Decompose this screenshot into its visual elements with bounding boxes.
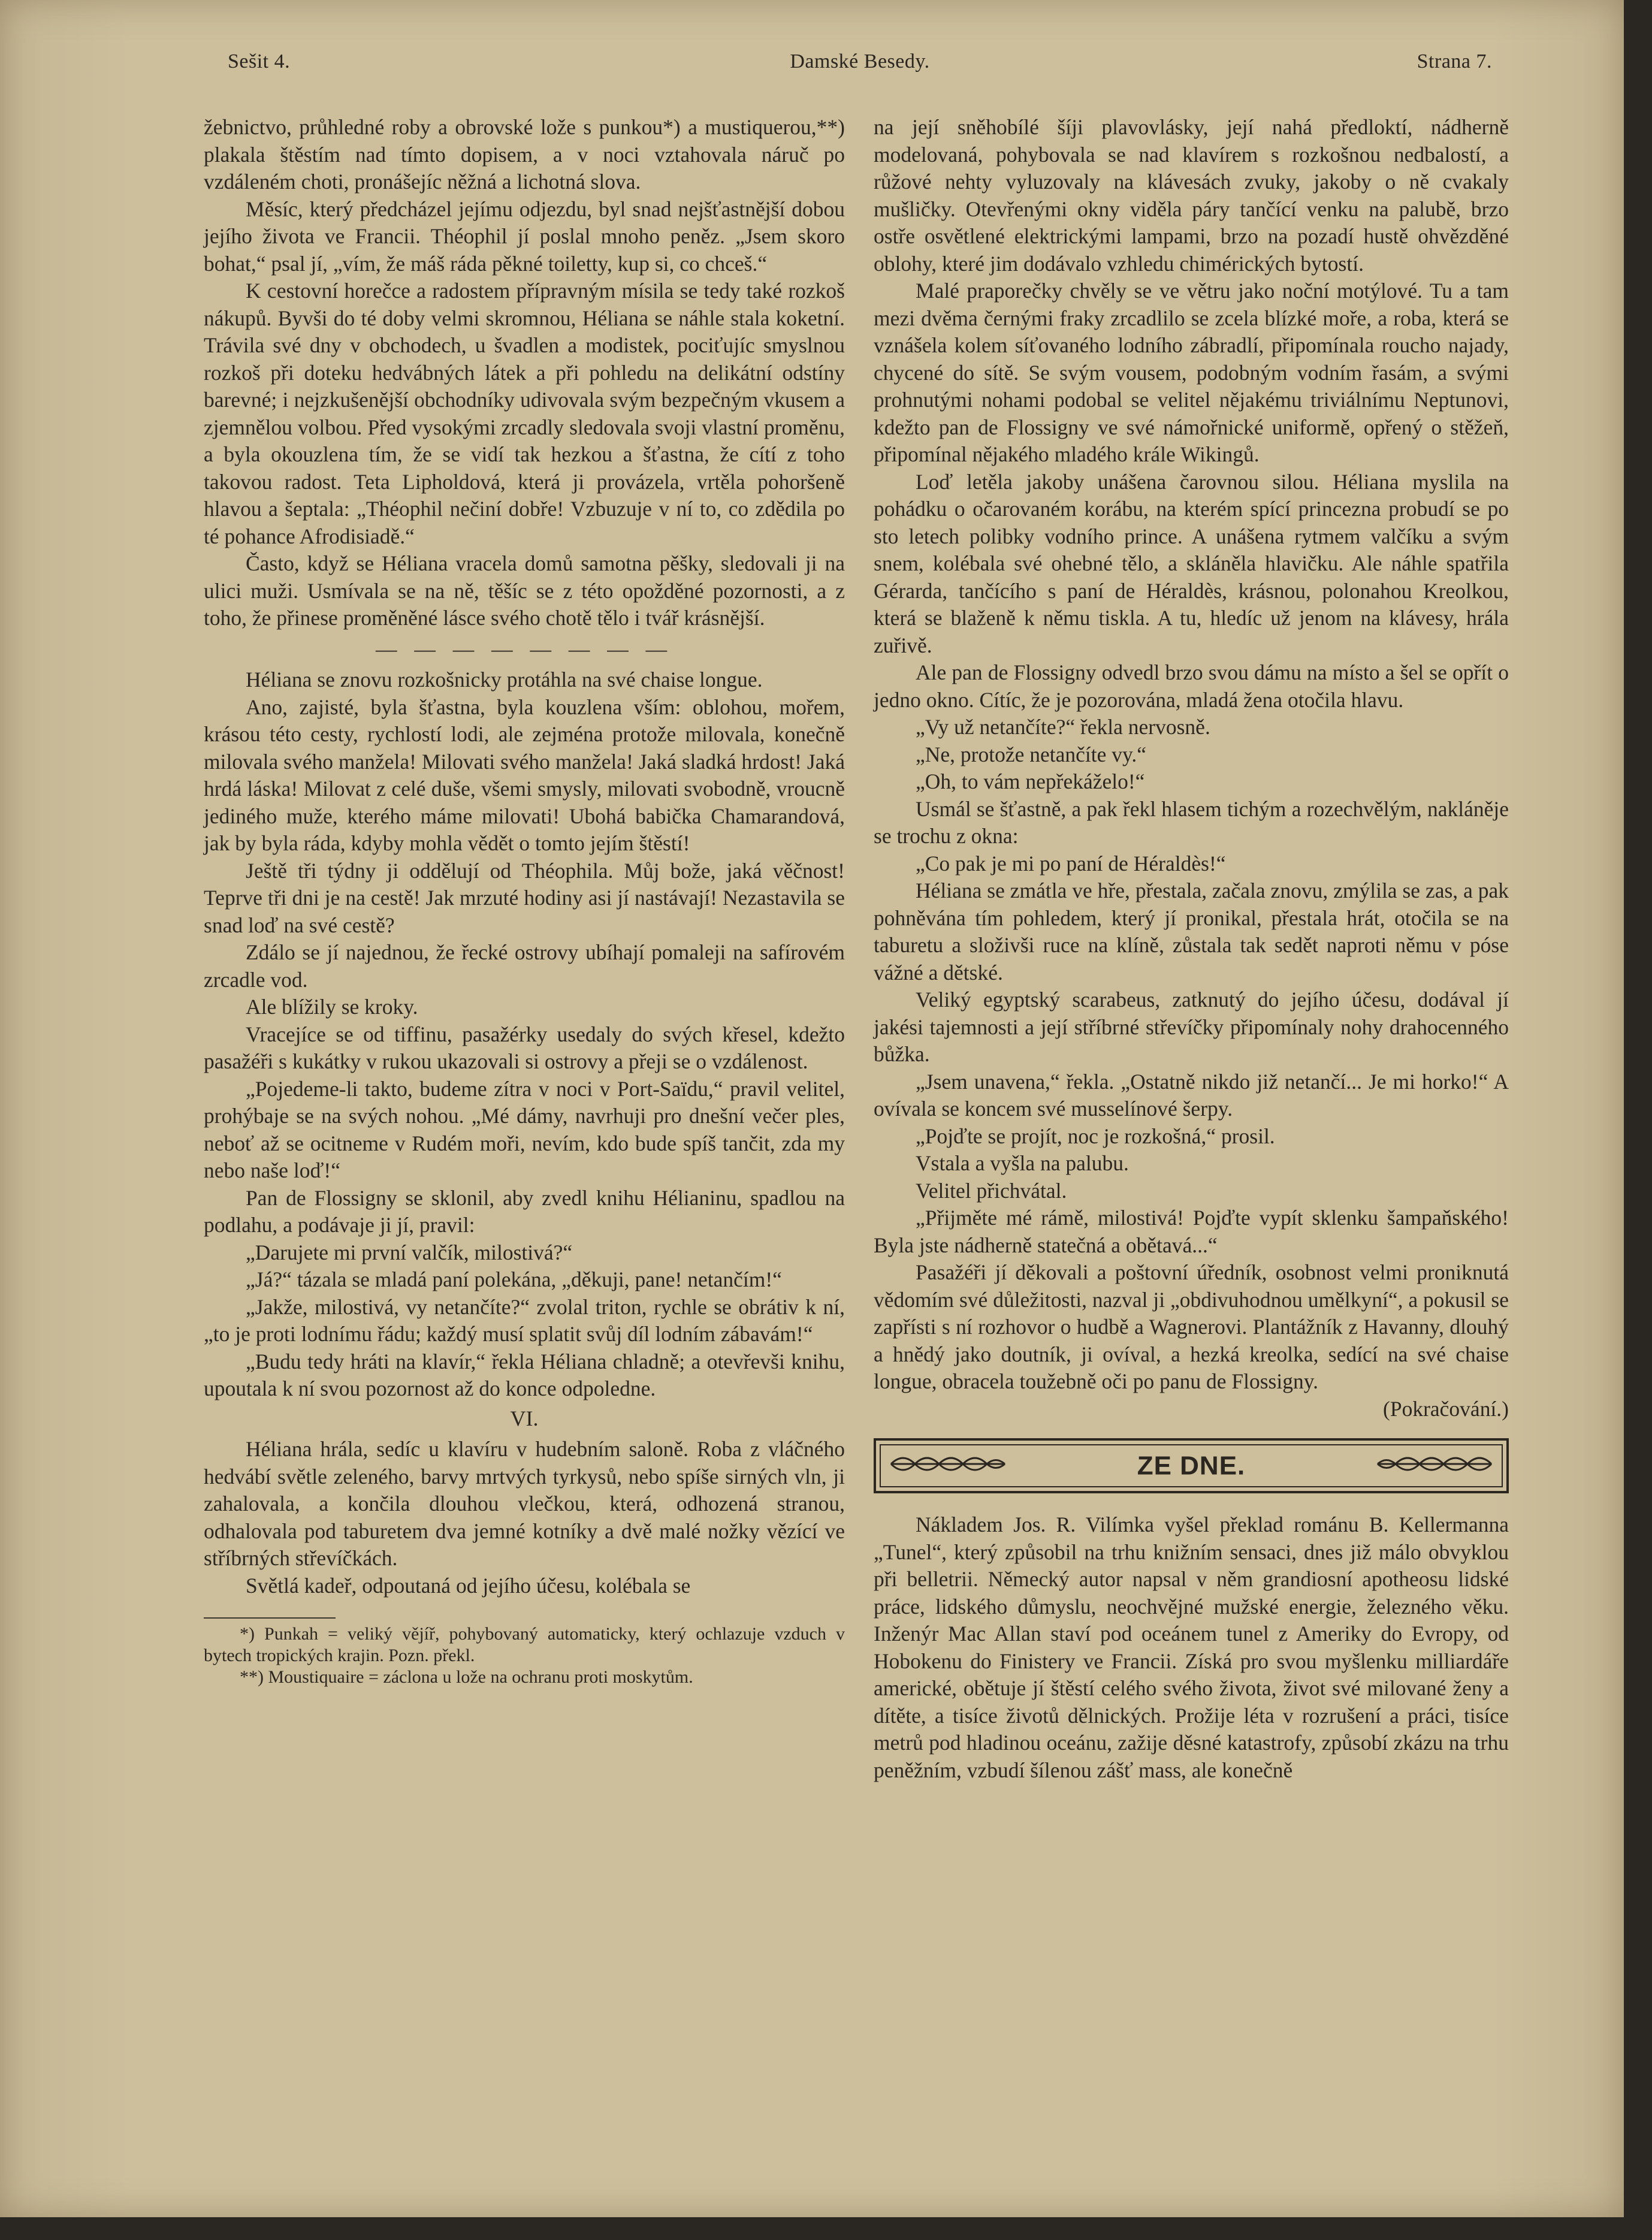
paragraph: „Vy už netančíte?“ řekla nervosně. [916,715,1210,739]
paragraph: „Já?“ tázala se mladá paní polekána, „děkuji, pane! netančím!“ [246,1267,782,1291]
paragraph: Héliana se znovu rozkošnicky protáhla na své chaise longue. [246,668,763,692]
ornament-left-icon [888,1449,1008,1479]
paragraph: Často, když se Héliana vracela domů samotna pěšky, sledovali ji na ulici muži. Usmívala se na ně, těšíc se z této opožděné pozornosti, a z toho, že přinese proměněné lásce svého chotě tělo i tvář krásnější. [204,551,845,630]
paragraph: Malé praporečky chvěly se ve větru jako noční motýlové. Tu a tam mezi dvěma černými fraky zrcadlilo se zcela blízké moře, a roba, která se vznášela kolem síťovaného lodního zábradlí, připomínala roucho najady, chycené do sítě. Se svým vousem, podobným vodním řasám, a svými prohnutými nohami podobal se velitel nějakému triviálnímu Neptunovi, kdežto pan de Flossigny ve své námořnické uniformě, opřený o stěžeň, připomínal nějakého mladého krále Wikingů. [874,279,1509,466]
paragraph: Usmál se šťastně, a pak řekl hlasem tichým a rozechvělým, nakláněje se trochu z okna: [874,796,1509,848]
paragraph: Loď letěla jakoby unášena čarovnou silou. Héliana myslila na pohádku o očarovaném korábu, na kterém spící princezna probudí se po sto letech polibky vodního prince. A unášena rytmem valčíku a svým snem, kolébala své ohebné tělo, a skláněla hlavičku. Ale náhle spatřila Gérarda, tančícího s paní de Héraldès, krásnou, polonahou Kreolkou, která se blaženě k němu tiskla. A tu, hledíc už jenom na klávesy, hrála zuřivě. [874,469,1509,657]
section-banner [874,1438,1509,1493]
footnote: **) Moustiquaire = záclona u lože na ochranu proti moskytům. [240,1667,693,1687]
ornament-right-icon [1375,1449,1494,1479]
paragraph: Nákladem Jos. R. Vilímka vyšel překlad románu B. Kellermanna „Tunel“, který způsobil na trhu knižním sensaci, dnes již málo obvyklou při belletrii. Německý autor napsal v něm grandiosní apotheosu lidské práce, lidského důmyslu, neochvějné mužské energie, železného věku. Inženýr Mac Allan staví pod oceánem tunel z Ameriky do Evropy, od Hobokenu do Finistery ve Francii. Získá pro svou myšlenku milliardáře americké, obětuje jí štěstí celého svého života, život své milované ženy a dítěte, a tisíce životů dělnických. Prožije léta v rozrušení a práci, tisíce metrů pod hladinou oceánu, zažije děsné katastrofy, způsobí zkázu na trhu peněžním, vzbudí šílenou zášť mass, ale konečně [874,1513,1509,1782]
paragraph: Velitel přichvátal. [916,1178,1067,1203]
paragraph: Veliký egyptský scarabeus, zatknutý do jejího účesu, dodával jí jakési tajemnosti a její stříbrné střevíčky připomínaly nohy drahocenného bůžka. [874,988,1509,1066]
section-title: ZE DNE. [1137,1451,1246,1481]
section-separator: — — — — — — — — [375,636,674,661]
paragraph: žebnictvo, průhledné roby a obrovské lože s punkou*) a mustiquerou,**) plakala štěstím nad tímto dopisem, a v noci vztahovala náruč po vzdáleném choti, pronášejíc něžná a lichotná slova. [204,115,845,194]
publication-title: Damské Besedy. [790,50,930,73]
paragraph: Vracejíce se od tiffinu, pasažérky usedaly do svých křesel, kdežto pasažéři s kukátky v rukou ukazovali si ostrovy a přeji se o vzdálenost. [204,1022,845,1073]
paragraph: Světlá kadeř, odpoutaná od jejího účesu, kolébala se [246,1573,691,1598]
paragraph: „Oh, to vám nepřekáželo!“ [916,769,1145,793]
paragraph: Ale pan de Flossigny odvedl brzo svou dámu na místo a šel se opřít o jedno okno. Cítíc, že je pozorována, mladá žena otočila hlavu. [874,660,1509,712]
footnotes [204,1617,845,1688]
paragraph: Ano, zajisté, byla šťastna, byla kouzlena vším: oblohou, mořem, krásou této cesty, rychlostí lodi, ale zejména protože milovala, konečně milovala svého manžela! Milovati svého manžela! Jaká sladká hrdost! Jaká hrdá láska! Milovat z celé duše, všemi smysly, milovati svobodně, vroucně jediného muže, kterého máme milovati! Ubohá babička Chamarandová, jak by byla ráda, kdyby mohla vědět o tomto jejím štěstí! [204,695,845,855]
paragraph: Pan de Flossigny se sklonil, aby zvedl knihu Hélianinu, spadlou na podlahu, a podávaje ji jí, pravil: [204,1185,845,1237]
chapter-number: VI. [510,1406,539,1430]
paragraph: Ještě tři týdny ji oddělují od Théophila. Můj bože, jaká věčnost! Teprve tři dni je na cestě! Jak mrzuté hodiny asi jí nastávají! Nezastavila se snad loď na své cestě? [204,858,845,937]
paragraph: „Co pak je mi po paní de Héraldès!“ [916,851,1226,876]
paragraph: „Přijměte mé rámě, milostivá! Pojďte vypít sklenku šampaňského! Byla jste nádherně statečná a obětavá...“ [874,1206,1509,1257]
paragraph: „Ne, protože netančíte vy.“ [916,742,1147,766]
paragraph: Vstala a vyšla na palubu. [916,1151,1129,1175]
paragraph: na její sněhobílé šíji plavovlásky, její nahá předloktí, nádherně modelovaná, pohybovala se nad klavírem s rozkošnou nedbalostí, a růžové nehty vyluzovaly na klávesách zvuky, jakoby o ně cvakaly mušličky. Otevřenými okny viděla páry tančící venku na palubě, brzo ostře osvětlené elektrickými lampami, brzo na pozadí hustě ohvězděné oblohy, které jim dodávalo vzhledu chimérických bytostí. [874,115,1509,276]
issue-number: Sešit 4. [228,50,291,73]
paragraph: „Budu tedy hráti na klavír,“ řekla Héliana chladně; a otevřevši knihu, upoutala k ní svou pozornost až do konce odpoledne. [204,1349,845,1400]
footnote: *) Punkah = veliký vějíř, pohybovaný automaticky, který ochlazuje vzduch v bytech tropických krajin. Pozn. překl. [204,1624,845,1665]
right-column [874,114,1509,1784]
page-number: Strana 7. [1417,50,1492,73]
paragraph: Ale blížily se kroky. [246,995,418,1019]
paragraph: „Darujete mi první valčík, milostivá?“ [246,1240,573,1264]
paragraph: Měsíc, který předcházel jejímu odjezdu, byl snad nejšťastnější dobou jejího života ve Francii. Théophil jí poslal mnoho peněz. „Jsem skoro bohat,“ psal jí, „vím, že máš ráda pěkné toiletty, kup si, co chceš.“ [204,197,845,276]
paragraph: „Jsem unavena,“ řekla. „Ostatně nikdo již netančí... Je mi horko!“ A ovívala se koncem své musselínové šerpy. [874,1069,1509,1121]
footnote-rule [204,1617,336,1619]
paragraph: „Jakže, milostivá, vy netančíte?“ zvolal triton, rychle se obrátiv k ní, „to je proti lodnímu řádu; každý musí splatit svůj díl lodním zábavám!“ [204,1294,845,1346]
paragraph: „Pojďte se projít, noc je rozkošná,“ prosil. [916,1124,1275,1148]
to-be-continued: (Pokračování.) [1383,1396,1509,1421]
paragraph: Pasažéři jí děkovali a poštovní úředník, osobnost velmi proniknutá vědomím své důležitosti, nazval ji „obdivuhodnou umělkyní“, a pokusil se zapřísti s ní rozhovor o hudbě a Wagnerovi. Plantážník z Havanny, dlouhý a hnědý jako doutník, ji ovíval, a hezká kreolka, sedící na své chaise longue, obracela toužebně oči po panu de Flossigny. [874,1260,1509,1393]
left-column [204,114,845,1688]
paragraph: Zdálo se jí najednou, že řecké ostrovy ubíhají pomaleji na safírovém zrcadle vod. [204,940,845,992]
page-header [228,50,1492,86]
paragraph: Héliana hrála, sedíc u klavíru v hudebním saloně. Roba z vláčného hedvábí světle zeleného, barvy mrtvých tyrkysů, nebo spíše sirných vln, ji zahalovala, a končila dlouhou vlečkou, která, odhozená stranou, odhalovala pod taburetem dva jemné kotníky a dvě malé nožky vězící ve stříbrných střevíčkách. [204,1437,845,1570]
paragraph: K cestovní horečce a radostem přípravným mísila se tedy také rozkoš nákupů. Byvši do té doby velmi skromnou, Héliana se náhle stala koketní. Trávila své dny v obchodech, u švadlen a modistek, pociťujíc smyslnou rozkoš při doteku hedvábných látek a při pohledu na delikátní odstíny barevné; i nejzkušenější obchodníky udivovala svým bezpečným vkusem a zjemnělou volbou. Před vysokými zrcadly sledovala svoji vlastní proměnu, a byla okouzlena tím, že se vidí tak hezkou a šťastna, že cítí z toho takovou radost. Teta Lipholdová, která ji provázela, vrtěla pohoršeně hlavou a šeptala: „Théophil nečiní dobře! Vzbuzuje v ní to, co zdědila po té pohance Afrodisiadě.“ [204,279,845,548]
paragraph: „Pojedeme-li takto, budeme zítra v noci v Port-Saïdu,“ pravil velitel, prohýbaje se na svých nohou. „Mé dámy, navrhuji pro dnešní večer ples, neboť až se ocitneme v Rudém moři, nevím, kdo bude spíš tančit, zda my nebo naše loď!“ [204,1076,845,1182]
paragraph: Héliana se zmátla ve hře, přestala, začala znovu, zmýlila se zas, a pak pohněvána tím pohledem, který jí pronikal, přestala hrát, otočila se na taburetu a složivši ruce na klíně, zůstala tak sedět naproti němu v póse vážné a dětské. [874,879,1509,985]
